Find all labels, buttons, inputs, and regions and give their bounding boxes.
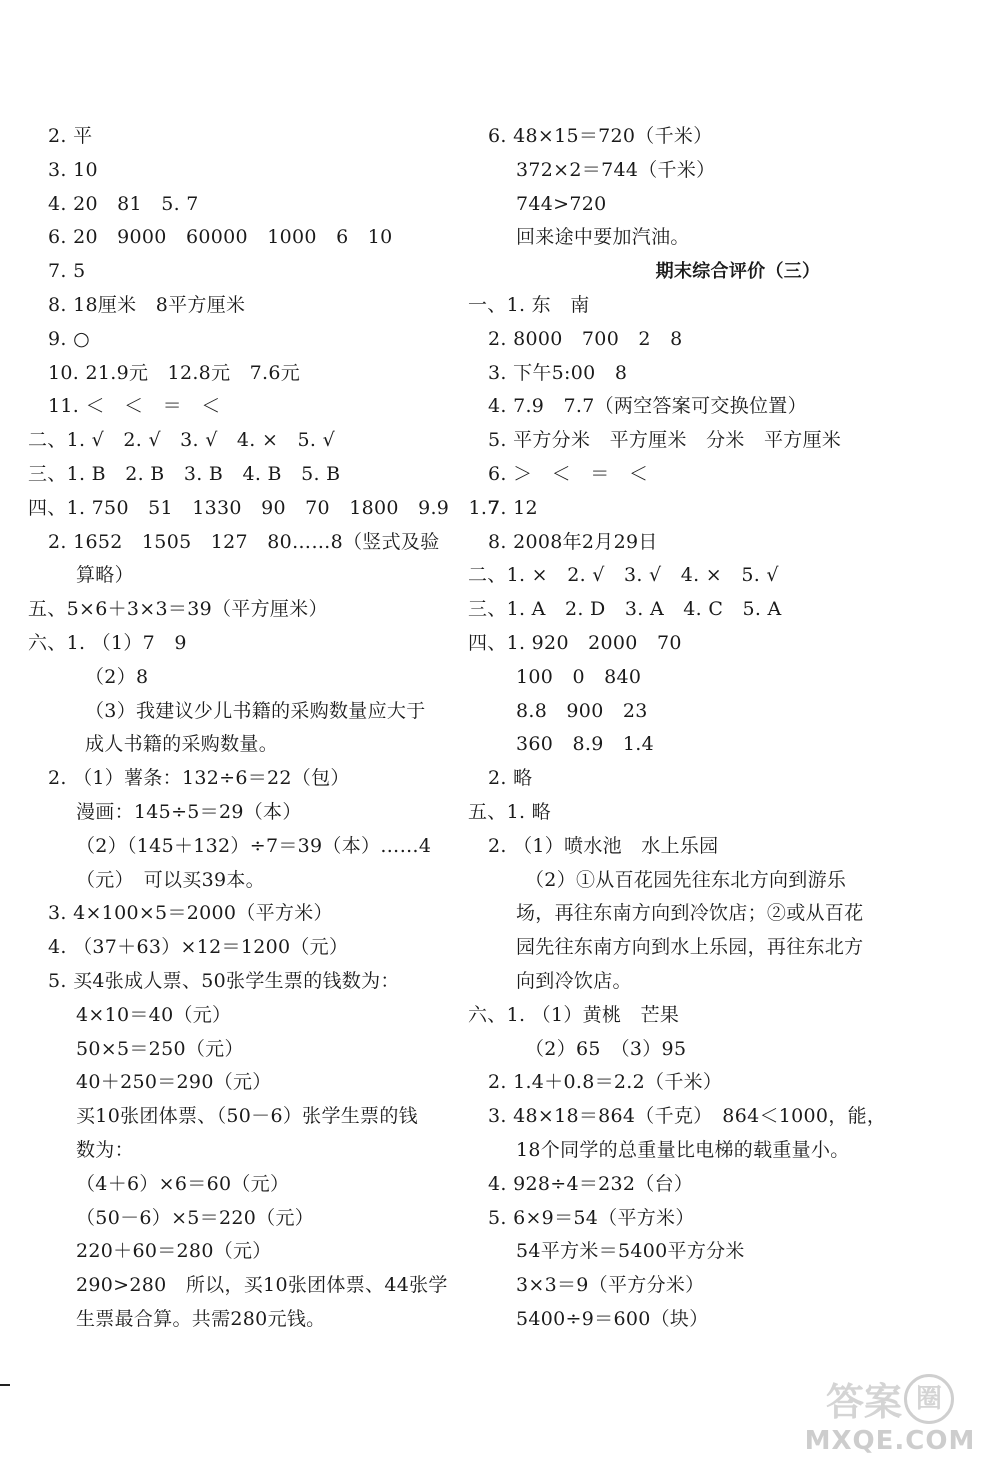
answer-line: 744>720 <box>516 192 607 215</box>
answer-line: 40＋250＝290（元） <box>76 1071 272 1094</box>
answer-line: 向到冷饮店。 <box>516 969 632 992</box>
answer-line: 4×10＝40（元） <box>76 1003 232 1026</box>
answer-line: （2）8 <box>85 665 149 688</box>
answer-line: 四、1. 750 51 1330 90 70 1800 9.9 1.7 <box>28 496 500 519</box>
answer-line: 算略） <box>76 564 134 587</box>
answer-line: 4. （37＋63）×12＝1200（元） <box>48 936 349 959</box>
answer-line: 场，再往东南方向到冷饮店；②或从百花 <box>516 902 864 925</box>
answer-line: 5400÷9＝600（块） <box>516 1307 709 1330</box>
answer-line: 7. 5 <box>48 260 86 283</box>
answer-line: 5. 6×9＝54（平方米） <box>488 1206 695 1229</box>
answer-line: 2. 1652 1505 127 80……8（竖式及验 <box>48 530 440 553</box>
answer-line: （2）65 （3）95 <box>525 1037 687 1060</box>
answer-line: 18个同学的总重量比电梯的载重量小。 <box>516 1138 850 1161</box>
answer-line: 4. 928÷4＝232（台） <box>488 1172 694 1195</box>
answer-line: 5. 平方分米 平方厘米 分米 平方厘米 <box>488 429 842 452</box>
answer-line: 园先往东南方向到水上乐园，再往东北方 <box>516 936 864 959</box>
page-edge-mark <box>0 1384 10 1386</box>
answer-line: 生票最合算。共需280元钱。 <box>76 1307 326 1330</box>
answer-line: 成人书籍的采购数量。 <box>85 733 279 756</box>
answer-line: 50×5＝250（元） <box>76 1037 244 1060</box>
answer-line: 六、1. （1）黄桃 芒果 <box>468 1003 680 1026</box>
answer-line: 100 0 840 <box>516 665 642 688</box>
answer-line: （元） 可以买39本。 <box>76 868 265 891</box>
answer-line: 3×3＝9（平方分米） <box>516 1274 705 1297</box>
answer-column-right <box>468 120 968 1337</box>
watermark-logo <box>790 1371 990 1463</box>
answer-line: 数为： <box>76 1138 134 1161</box>
answer-line: 六、1. （1）7 9 <box>28 631 187 654</box>
watermark-logo-text: 答案 <box>825 1380 902 1424</box>
answer-line: 五、1. 略 <box>468 800 551 823</box>
answer-line: 290>280 所以，买10张团体票、44张学 <box>76 1274 448 1297</box>
answer-line: 54平方米＝5400平方分米 <box>516 1240 745 1263</box>
answer-line: 8. 18厘米 8平方厘米 <box>48 293 246 316</box>
answer-line: 2. （1）薯条：132÷6＝22（包） <box>48 767 350 790</box>
answer-line: 8. 2008年2月29日 <box>488 530 658 553</box>
answer-line: 4. 7.9 7.7（两空答案可交换位置） <box>488 395 807 418</box>
answer-line: 6. 48×15＝720（千米） <box>488 125 713 147</box>
answer-line: 五、5×6＋3×3＝39（平方厘米） <box>28 598 328 621</box>
answer-line: 220＋60＝280（元） <box>76 1240 272 1263</box>
answer-line: 回来途中要加汽油。 <box>516 226 690 249</box>
answer-line: （2）①从百花园先往东北方向到游乐 <box>525 868 847 891</box>
answer-line: 二、1. × 2. √ 3. √ 4. × 5. √ <box>468 564 779 587</box>
answer-line: 3. 下午5:00 8 <box>488 361 628 384</box>
answer-line: 5. 买4张成人票、50张学生票的钱数为： <box>48 969 400 992</box>
answer-line: 9. ○ <box>48 327 90 350</box>
answer-line: 6. 20 9000 60000 1000 6 10 <box>48 226 393 249</box>
answer-line: 2. （1）喷水池 水上乐园 <box>488 834 719 857</box>
answer-line: 四、1. 920 2000 70 <box>468 631 682 654</box>
answer-line: 漫画：145÷5＝29（本） <box>76 800 302 823</box>
answer-line: 买10张团体票、（50－6）张学生票的钱 <box>76 1105 418 1128</box>
answer-line: 二、1. √ 2. √ 3. √ 4. × 5. √ <box>28 429 335 452</box>
answer-line: 3. 10 <box>48 158 98 181</box>
answer-line: 一、1. 东 南 <box>468 293 590 316</box>
answer-line: 7. 12 <box>488 496 538 519</box>
answer-line: （4＋6）×6＝60（元） <box>76 1172 290 1195</box>
answer-line: 8.8 900 23 <box>516 699 648 722</box>
answer-line: 4. 20 81 5. 7 <box>48 192 199 215</box>
answer-line: 2. 1.4＋0.8＝2.2（千米） <box>488 1071 723 1094</box>
watermark-badge: 圈 <box>904 1374 954 1424</box>
watermark-url: MXQE.COM <box>804 1426 976 1456</box>
answer-line: 三、1. A 2. D 3. A 4. C 5. A <box>468 598 782 621</box>
answer-line: 11. ＜ ＜ ＝ ＜ <box>48 395 221 418</box>
answer-line: 3. 4×100×5＝2000（平方米） <box>48 902 333 925</box>
answer-line: 2. 8000 700 2 8 <box>488 327 683 350</box>
answer-line: 6. ＞ ＜ ＝ ＜ <box>488 462 649 485</box>
watermark-logo-mark <box>790 1371 990 1426</box>
answer-line: 3. 48×18＝864（千克） 864＜1000，能， <box>488 1105 887 1128</box>
answer-line: 360 8.9 1.4 <box>516 733 654 756</box>
answer-line: 三、1. B 2. B 3. B 4. B 5. B <box>28 462 341 485</box>
answer-line: 10. 21.9元 12.8元 7.6元 <box>48 361 301 384</box>
answer-line: （50－6）×5＝220（元） <box>76 1206 315 1229</box>
answer-line: 2. 略 <box>488 767 533 790</box>
answer-column-left <box>28 120 500 1337</box>
answer-line: 2. 平 <box>48 125 93 147</box>
answer-line: （2）（145＋132）÷7＝39（本）……4 <box>76 834 432 857</box>
answer-line: 372×2＝744（千米） <box>516 158 716 181</box>
answer-line: （3）我建议少儿书籍的采购数量应大于 <box>85 699 426 722</box>
section-title: 期末综合评价（三） <box>655 261 821 283</box>
